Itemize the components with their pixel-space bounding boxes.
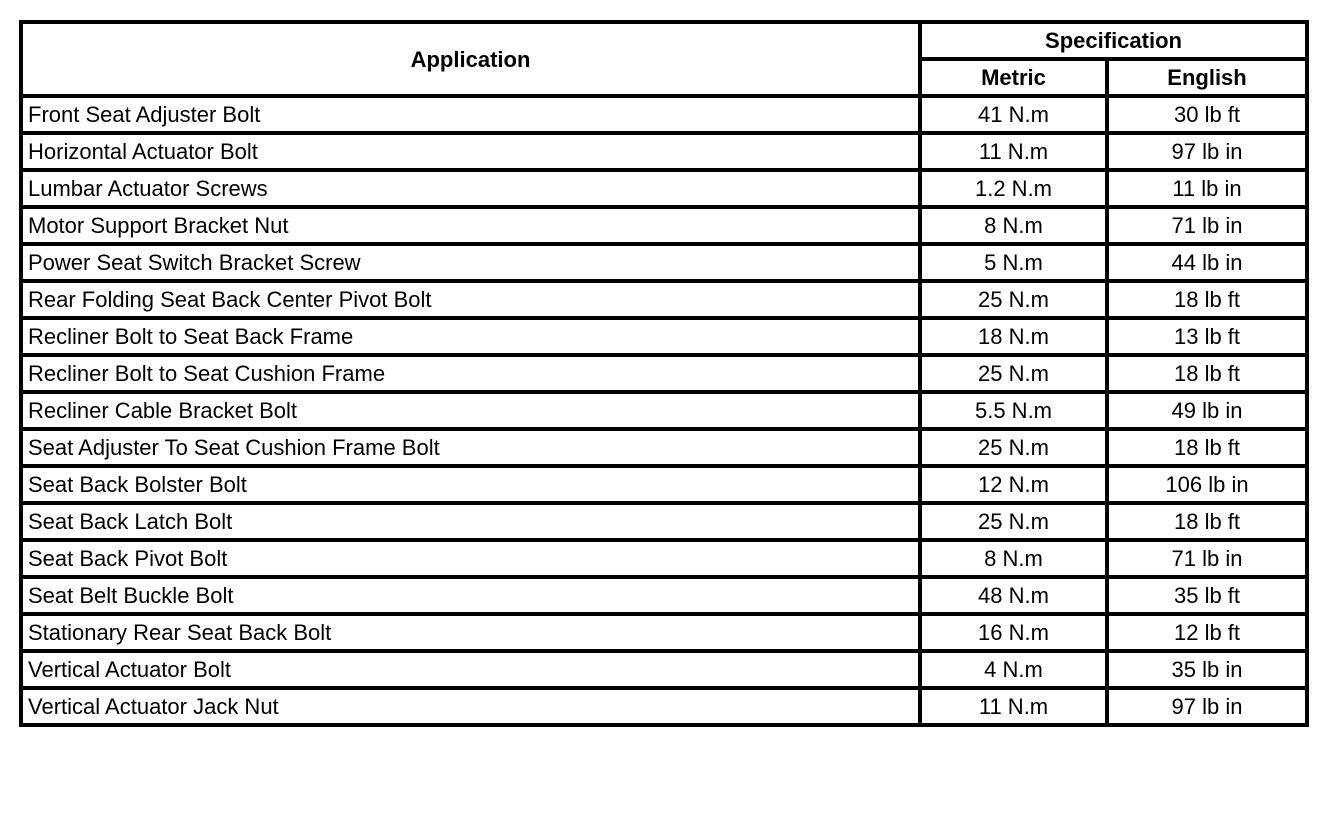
metric-cell: 25 N.m — [920, 503, 1107, 540]
application-cell: Recliner Cable Bracket Bolt — [21, 392, 920, 429]
application-cell: Stationary Rear Seat Back Bolt — [21, 614, 920, 651]
metric-cell: 18 N.m — [920, 318, 1107, 355]
english-cell: 97 lb in — [1107, 688, 1307, 725]
english-cell: 71 lb in — [1107, 540, 1307, 577]
table-row — [21, 614, 1307, 651]
table-row — [21, 96, 1307, 133]
torque-spec-table-container — [19, 20, 1309, 727]
metric-cell: 8 N.m — [920, 540, 1107, 577]
metric-cell: 16 N.m — [920, 614, 1107, 651]
application-cell: Front Seat Adjuster Bolt — [21, 96, 920, 133]
metric-cell: 8 N.m — [920, 207, 1107, 244]
table-row — [21, 207, 1307, 244]
english-cell: 18 lb ft — [1107, 281, 1307, 318]
application-cell: Seat Belt Buckle Bolt — [21, 577, 920, 614]
english-cell: 35 lb ft — [1107, 577, 1307, 614]
application-cell: Seat Back Pivot Bolt — [21, 540, 920, 577]
header-row-top — [21, 22, 1307, 59]
english-cell: 12 lb ft — [1107, 614, 1307, 651]
table-row — [21, 429, 1307, 466]
metric-cell: 1.2 N.m — [920, 170, 1107, 207]
metric-header: Metric — [920, 59, 1107, 96]
english-cell: 11 lb in — [1107, 170, 1307, 207]
english-cell: 71 lb in — [1107, 207, 1307, 244]
application-cell: Seat Adjuster To Seat Cushion Frame Bolt — [21, 429, 920, 466]
metric-cell: 11 N.m — [920, 688, 1107, 725]
table-row — [21, 170, 1307, 207]
english-cell: 97 lb in — [1107, 133, 1307, 170]
metric-cell: 5.5 N.m — [920, 392, 1107, 429]
english-cell: 30 lb ft — [1107, 96, 1307, 133]
application-cell: Power Seat Switch Bracket Screw — [21, 244, 920, 281]
metric-cell: 25 N.m — [920, 281, 1107, 318]
table-row — [21, 133, 1307, 170]
metric-cell: 5 N.m — [920, 244, 1107, 281]
metric-cell: 25 N.m — [920, 429, 1107, 466]
english-header: English — [1107, 59, 1307, 96]
application-cell: Seat Back Bolster Bolt — [21, 466, 920, 503]
metric-cell: 11 N.m — [920, 133, 1107, 170]
table-row — [21, 355, 1307, 392]
application-cell: Vertical Actuator Bolt — [21, 651, 920, 688]
metric-cell: 12 N.m — [920, 466, 1107, 503]
english-cell: 35 lb in — [1107, 651, 1307, 688]
application-header: Application — [21, 22, 920, 96]
application-cell: Vertical Actuator Jack Nut — [21, 688, 920, 725]
application-cell: Seat Back Latch Bolt — [21, 503, 920, 540]
english-cell: 49 lb in — [1107, 392, 1307, 429]
english-cell: 18 lb ft — [1107, 503, 1307, 540]
english-cell: 44 lb in — [1107, 244, 1307, 281]
table-row — [21, 318, 1307, 355]
metric-cell: 41 N.m — [920, 96, 1107, 133]
table-row — [21, 540, 1307, 577]
torque-spec-table — [19, 20, 1309, 727]
table-row — [21, 688, 1307, 725]
english-cell: 18 lb ft — [1107, 355, 1307, 392]
table-row — [21, 577, 1307, 614]
table-row — [21, 651, 1307, 688]
table-row — [21, 466, 1307, 503]
metric-cell: 25 N.m — [920, 355, 1107, 392]
application-cell: Lumbar Actuator Screws — [21, 170, 920, 207]
application-cell: Horizontal Actuator Bolt — [21, 133, 920, 170]
english-cell: 106 lb in — [1107, 466, 1307, 503]
application-cell: Recliner Bolt to Seat Cushion Frame — [21, 355, 920, 392]
english-cell: 13 lb ft — [1107, 318, 1307, 355]
table-row — [21, 281, 1307, 318]
table-body — [21, 96, 1307, 725]
metric-cell: 48 N.m — [920, 577, 1107, 614]
metric-cell: 4 N.m — [920, 651, 1107, 688]
specification-header: Specification — [920, 22, 1307, 59]
table-row — [21, 392, 1307, 429]
english-cell: 18 lb ft — [1107, 429, 1307, 466]
application-cell: Motor Support Bracket Nut — [21, 207, 920, 244]
application-cell: Recliner Bolt to Seat Back Frame — [21, 318, 920, 355]
application-cell: Rear Folding Seat Back Center Pivot Bolt — [21, 281, 920, 318]
table-row — [21, 244, 1307, 281]
table-row — [21, 503, 1307, 540]
